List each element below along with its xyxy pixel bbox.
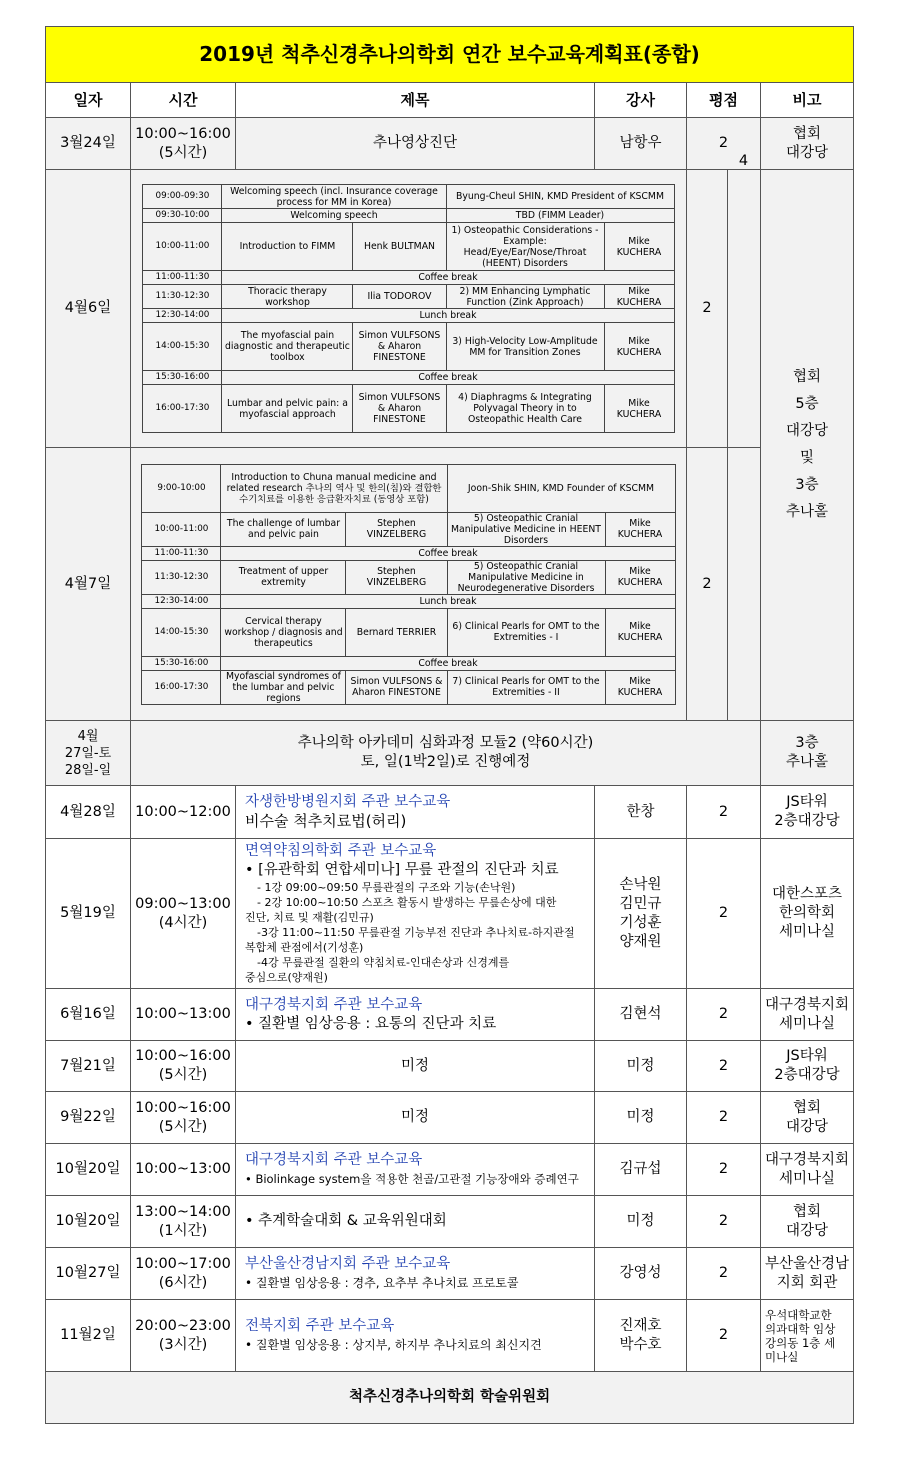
session-speaker: Stephen VINZELBERG [346, 512, 447, 546]
time: 09:00~13:00 [135, 895, 231, 912]
time-cell [131, 1041, 236, 1092]
points-cell: 2 [687, 989, 761, 1041]
session-time: 11:00-11:30 [143, 271, 222, 285]
session-title: Welcoming speech (incl. Insurance coverage process for MM in Korea) [222, 185, 446, 209]
note-cell [761, 786, 854, 839]
date-cell: 11월2일 [46, 1300, 131, 1372]
note-line: 대강당 [786, 144, 829, 161]
note-line: 추나홀 [786, 754, 829, 770]
subject-cell: 미정 [236, 1041, 595, 1092]
detail-line: - 2강 10:00~10:50 스포츠 활동시 발생하는 무릎손상에 대한 [257, 896, 557, 909]
date-cell: 10월27일 [46, 1248, 131, 1300]
note-line: 추나홀 [786, 504, 829, 520]
note-line: 협회 [793, 369, 822, 385]
table-row [46, 1144, 854, 1196]
schedule-table [45, 26, 854, 1424]
date-cell: 10월20일 [46, 1144, 131, 1196]
session-time: 12:30-14:00 [142, 594, 221, 608]
note-cell [761, 839, 854, 989]
note-line: 및 [800, 450, 815, 466]
time: 10:00~17:00 [135, 1255, 231, 1272]
subject-cell: 미정 [236, 1092, 595, 1144]
date-cell: 4월7일 [46, 448, 131, 721]
header-date: 일자 [46, 83, 131, 118]
session-time: 11:00-11:30 [142, 546, 221, 560]
time-cell [131, 1300, 236, 1372]
date-line: 28일-일 [64, 762, 112, 778]
note-line: 대구경북지회 [765, 1151, 850, 1168]
page-title: 2019년 척추신경추나의학회 연간 보수교육계획표(종합) [46, 27, 854, 83]
points-cell: 2 [687, 1248, 761, 1300]
date-cell [46, 721, 131, 786]
lecturer-name: 기성훈 [619, 914, 662, 931]
session-row [142, 594, 675, 608]
session-row [143, 223, 674, 271]
duration: (5시간) [158, 144, 208, 161]
subject-cell [236, 839, 595, 989]
points-cell: 2 [687, 1144, 761, 1196]
session-row [143, 185, 674, 209]
note-cell [761, 1092, 854, 1144]
session-title: 1) Osteopathic Considerations - Example: Head/Eye/Ear/Nose/Throat (HEENT) Disorders [446, 223, 604, 271]
session-title: Introduction to FIMM [222, 223, 353, 271]
break-label: Lunch break [222, 309, 674, 323]
session-row [142, 608, 675, 656]
session-row [142, 670, 675, 704]
lecturer-cell: 김현석 [595, 989, 687, 1041]
session-speaker: Simon VULFSONS & Aharon FINESTONE [353, 323, 446, 371]
session-speaker: Henk BULTMAN [353, 223, 446, 271]
note-line: 우석대학교한 [765, 1307, 832, 1322]
lecturer-name: 양재원 [619, 933, 662, 950]
time: 20:00~23:00 [135, 1317, 231, 1334]
table-row [46, 989, 854, 1041]
session-title: Cervical therapy workshop / diagnosis and therapeutics [221, 608, 346, 656]
note-cell [761, 1144, 854, 1196]
detail-line: 중심으로(양재원) [245, 971, 328, 984]
subject-cell [236, 989, 595, 1041]
subject-text: • Biolinkage system을 적용한 천골/고관절 기능장애와 증례연구 [245, 1171, 579, 1186]
session-time: 09:30-10:00 [143, 209, 222, 223]
time-cell: 10:00~13:00 [131, 989, 236, 1041]
session-time: 15:30-16:00 [142, 656, 221, 670]
session-row [143, 271, 674, 285]
session-speaker: Simon VULFSONS & Aharon FINESTONE [346, 670, 447, 704]
note-line: 2층대강당 [774, 813, 840, 829]
points-cell: 2 [687, 1196, 761, 1248]
session-row [143, 385, 674, 433]
date-cell: 10월20일 [46, 1196, 131, 1248]
note-line: JS타워 [786, 794, 828, 810]
note-line: 협회 [793, 125, 822, 142]
session-row [143, 209, 674, 223]
table-row [46, 1092, 854, 1144]
date-line: 27일-토 [64, 745, 112, 761]
session-speaker: Simon VULFSONS & Aharon FINESTONE [353, 385, 446, 433]
break-label: Coffee break [221, 656, 675, 670]
lecturer-cell: 미정 [595, 1196, 687, 1248]
break-label: Coffee break [222, 371, 674, 385]
session-title: Welcoming speech [222, 209, 446, 223]
session-time: 11:30-12:30 [143, 285, 222, 309]
session-title: Myofascial syndromes of the lumbar and pelvic regions [221, 670, 346, 704]
table-row [46, 1248, 854, 1300]
session-speaker: Joon-Shik SHIN, KMD Founder of KSCMM [447, 464, 675, 512]
session-time: 9:00-10:00 [142, 464, 221, 512]
points-cell-split [687, 153, 761, 721]
time-cell [131, 1196, 236, 1248]
lecturer-cell: 한창 [595, 786, 687, 839]
session-speaker: Mike KUCHERA [604, 285, 674, 309]
note-line: 세미나실 [779, 1170, 836, 1187]
break-label: Coffee break [222, 271, 674, 285]
host-label: 대구경북지회 주관 보수교육 [245, 996, 423, 1013]
session-speaker: Mike KUCHERA [605, 560, 675, 594]
time: 10:00~16:00 [135, 1099, 231, 1116]
table-row [46, 1196, 854, 1248]
header-time: 시간 [131, 83, 236, 118]
table-row-academy [46, 721, 854, 786]
time: 10:00~16:00 [135, 1048, 231, 1064]
duration: (6시간) [158, 1274, 208, 1291]
session-time: 11:30-12:30 [142, 560, 221, 594]
session-time: 09:00-09:30 [143, 185, 222, 209]
note-line: 대한스포츠 [771, 886, 843, 902]
lecturer-cell: 미정 [595, 1041, 687, 1092]
date-cell: 9월22일 [46, 1092, 131, 1144]
subject-text: 비수술 척추치료법(허리) [245, 812, 407, 830]
intl-day1-table [142, 184, 674, 433]
note-line: 한의학회 [779, 905, 836, 921]
lecturer-name: 진재호 [619, 1317, 662, 1334]
subject-text: • 질환별 임상응용 : 요통의 진단과 치료 [245, 1015, 497, 1032]
session-row [142, 656, 675, 670]
points-cell: 2 [687, 786, 761, 839]
note-cell [761, 989, 854, 1041]
session-speaker: Mike KUCHERA [604, 223, 674, 271]
date-cell: 4월6일 [46, 170, 131, 448]
date-cell: 5월19일 [46, 839, 131, 989]
lecturer-cell [595, 1300, 687, 1372]
session-title: Thoracic therapy workshop [222, 285, 353, 309]
time: 10:00~16:00 [135, 125, 231, 142]
session-time: 15:30-16:00 [143, 371, 222, 385]
lecturer-cell [595, 839, 687, 989]
time-cell [131, 839, 236, 989]
session-time: 16:00-17:30 [142, 670, 221, 704]
detail-line: -4강 무릎관절 질환의 약침치료-인대손상과 신경계를 [257, 956, 510, 969]
session-title: 5) Osteopathic Cranial Manipulative Medicine in HEENT Disorders [447, 512, 605, 546]
note-cell [761, 1300, 854, 1372]
date-line: 4월 [77, 728, 99, 744]
note-line: 미나실 [765, 1349, 799, 1364]
note-line: 강의동 1층 세 [765, 1335, 836, 1350]
subject-cell: • 추계학술대회 & 교육위원대회 [236, 1196, 595, 1248]
session-time: 14:00-15:30 [143, 323, 222, 371]
session-row [142, 512, 675, 546]
intl-day1-schedule [131, 170, 687, 448]
session-speaker: Mike KUCHERA [605, 608, 675, 656]
points-total: 4 [738, 153, 749, 169]
note-cell [761, 721, 854, 786]
points-day1: 2 [687, 170, 728, 447]
host-label: 자생한방병원지회 주관 보수교육 [245, 794, 451, 810]
note-line: 대구경북지회 [765, 996, 850, 1013]
subject-text: • 질환별 임상응용 : 경추, 요추부 추나치료 프로토콜 [245, 1275, 519, 1290]
time-cell: 10:00~13:00 [131, 1144, 236, 1196]
note-line: 대강당 [786, 1222, 829, 1239]
subject-text: • [유관학회 연합세미나] 무릎 관절의 진단과 치료 [245, 862, 559, 878]
detail-line: 복합체 관점에서(기성훈) [245, 941, 364, 954]
session-row [143, 309, 674, 323]
note-cell [761, 1248, 854, 1300]
lecturer-name: 박수호 [619, 1336, 662, 1353]
note-line: 의과대학 임상 [765, 1321, 836, 1336]
note-line: 세미나실 [779, 924, 836, 940]
session-title: 6) Clinical Pearls for OMT to the Extremities - I [447, 608, 605, 656]
duration: (5시간) [158, 1067, 208, 1083]
time-cell [131, 1092, 236, 1144]
session-row [143, 285, 674, 309]
subject-cell [236, 1248, 595, 1300]
lecturer-name: 김민규 [619, 895, 662, 912]
table-row [46, 1041, 854, 1092]
session-speaker: Byung-Cheul SHIN, KMD President of KSCMM [446, 185, 674, 209]
session-row [143, 371, 674, 385]
note-line: JS타워 [786, 1048, 828, 1064]
header-points: 평점 [687, 83, 761, 118]
lecturer-cell: 김규섭 [595, 1144, 687, 1196]
lecturer-cell: 남항우 [595, 118, 687, 170]
session-speaker: Mike KUCHERA [605, 670, 675, 704]
lecturer-cell: 미정 [595, 1092, 687, 1144]
session-speaker: Stephen VINZELBERG [346, 560, 447, 594]
session-title: Treatment of upper extremity [221, 560, 346, 594]
note-cell [761, 1041, 854, 1092]
date-cell: 4월28일 [46, 786, 131, 839]
note-cell-intl [761, 170, 854, 721]
points-day2: 2 [687, 448, 728, 720]
session-speaker: Mike KUCHERA [604, 385, 674, 433]
session-title: The challenge of lumbar and pelvic pain [221, 512, 346, 546]
note-line: 세미나실 [779, 1015, 836, 1032]
session-title: The myofascial pain diagnostic and therapeutic toolbox [222, 323, 353, 371]
table-row-intl-day1 [46, 170, 854, 448]
points-cell: 2 [687, 1300, 761, 1372]
time-cell [131, 118, 236, 170]
note-line: 5층 [795, 396, 819, 412]
session-row [143, 323, 674, 371]
note-cell [761, 118, 854, 170]
duration: (4시간) [158, 914, 208, 931]
session-speaker: Mike KUCHERA [605, 512, 675, 546]
session-title: Lumbar and pelvic pain: a myofascial approach [222, 385, 353, 433]
session-time: 10:00-11:00 [142, 512, 221, 546]
date-cell: 7월21일 [46, 1041, 131, 1092]
session-title: 5) Osteopathic Cranial Manipulative Medicine in Neurodegenerative Disorders [447, 560, 605, 594]
session-row [142, 546, 675, 560]
note-line: 대강당 [786, 1118, 829, 1135]
duration: (3시간) [158, 1336, 208, 1353]
session-speaker: Mike KUCHERA [604, 323, 674, 371]
subject-cell [236, 1300, 595, 1372]
session-title: 3) High-Velocity Low-Amplitude MM for Transition Zones [446, 323, 604, 371]
note-cell [761, 1196, 854, 1248]
note-line: 협회 [793, 1203, 822, 1220]
host-label: 부산울산경남지회 주관 보수교육 [245, 1255, 451, 1272]
detail-line: -3강 11:00~11:50 무릎관절 기능부전 진단과 추나치료-하지관절 [257, 926, 575, 939]
table-row [46, 1300, 854, 1372]
session-title: Introduction to Chuna manual medicine and related research 추나의 역사 및 한의(침)와 결합한 수기치료를 이용한 응급환자치료 (동영상 포함) [221, 464, 447, 512]
subject-cell: 추나영상진단 [236, 118, 595, 170]
header-note: 비고 [761, 83, 854, 118]
note-line: 대강당 [786, 423, 829, 439]
duration: (1시간) [158, 1222, 208, 1239]
break-label: Coffee break [221, 546, 675, 560]
subject-cell [236, 786, 595, 839]
session-speaker: Ilia TODOROV [353, 285, 446, 309]
table-row-intl-day2 [46, 448, 854, 721]
subject-line: 토, 일(1박2일)로 진행예정 [360, 754, 531, 770]
session-time: 14:00-15:30 [142, 608, 221, 656]
header-subject: 제목 [236, 83, 595, 118]
host-label: 대구경북지회 주관 보수교육 [245, 1151, 423, 1168]
session-time: 12:30-14:00 [143, 309, 222, 323]
points-cell: 2 [687, 1092, 761, 1144]
note-line: 2층대강당 [774, 1067, 840, 1083]
session-title: 7) Clinical Pearls for OMT to the Extremities - II [447, 670, 605, 704]
lecture-details [245, 880, 590, 985]
session-time: 10:00-11:00 [143, 223, 222, 271]
note-line: 3층 [795, 477, 819, 493]
session-speaker: TBD (FIMM Leader) [446, 209, 674, 223]
date-cell: 3월24일 [46, 118, 131, 170]
session-speaker: Bernard TERRIER [346, 608, 447, 656]
detail-line: 진단, 치료 및 재활(김민규) [245, 911, 374, 924]
intl-day2-table [141, 464, 675, 705]
time-cell [131, 1248, 236, 1300]
session-title: 4) Diaphragms & Integrating Polyvagal Theory in to Osteopathic Health Care [446, 385, 604, 433]
time: 13:00~14:00 [135, 1203, 231, 1220]
duration: (5시간) [158, 1118, 208, 1135]
note-line: 3층 [795, 735, 819, 751]
note-line: 지회 회관 [776, 1274, 838, 1291]
points-cell: 2 [687, 118, 761, 170]
host-label: 면역약침의학회 주관 보수교육 [245, 843, 437, 859]
subject-text: • 질환별 임상응용 : 상지부, 하지부 추나치료의 최신지견 [245, 1337, 542, 1352]
time-cell: 10:00~12:00 [131, 786, 236, 839]
points-cell: 2 [687, 839, 761, 989]
points-cell-split [687, 170, 761, 448]
session-time: 16:00-17:30 [143, 385, 222, 433]
subject-line: 추나의학 아카데미 심화과정 모듈2 (약60시간) [297, 735, 594, 751]
break-label: Lunch break [221, 594, 675, 608]
table-row [46, 839, 854, 989]
footer-signature: 척추신경추나의학회 학술위원회 [46, 1372, 854, 1424]
academy-subject [131, 721, 761, 786]
session-title: 2) MM Enhancing Lymphatic Function (Zink Approach) [446, 285, 604, 309]
lecturer-cell: 강영성 [595, 1248, 687, 1300]
session-row [142, 464, 675, 512]
detail-line: - 1강 09:00~09:50 무릎관절의 구조와 기능(손낙원) [257, 881, 516, 894]
note-line: 부산울산경남 [765, 1255, 850, 1272]
header-lecturer: 강사 [595, 83, 687, 118]
date-cell: 6월16일 [46, 989, 131, 1041]
subject-cell [236, 1144, 595, 1196]
intl-day2-schedule [131, 448, 687, 721]
session-row [142, 560, 675, 594]
host-label: 전북지회 주관 보수교육 [245, 1317, 395, 1334]
lecturer-name: 손낙원 [619, 876, 662, 893]
points-cell: 2 [687, 1041, 761, 1092]
table-row [46, 786, 854, 839]
note-line: 협회 [793, 1099, 822, 1116]
